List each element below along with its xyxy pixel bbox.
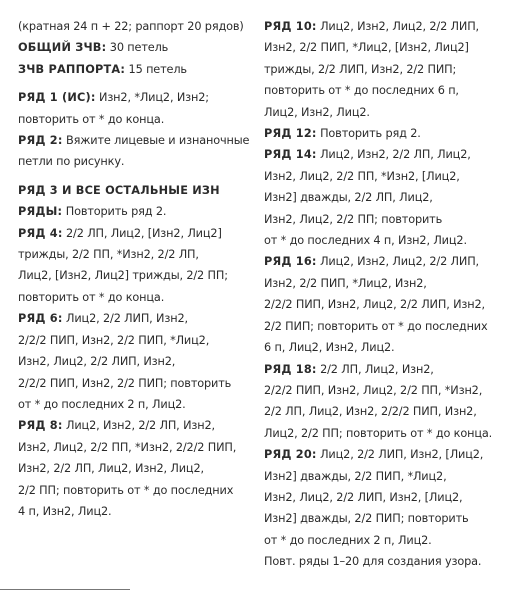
row-16-line-3: 2/2/2 ПИП, Изн2, Лиц2, 2/2 ЛИП, Изн2, xyxy=(264,298,485,312)
row-14-line-2: Изн2, Лиц2, 2/2 ПП, *Изн2, [Лиц2, xyxy=(264,169,460,183)
row-3-heading: РЯД 3 И ВСЕ ОСТАЛЬНЫЕ ИЗН xyxy=(18,183,220,197)
row-18-heading: РЯД 18: xyxy=(264,362,317,376)
row-10-line-4: повторить от * до последних 6 п, xyxy=(264,84,459,98)
row-4-line-3: Лиц2, [Изн2, Лиц2] трижды, 2/2 ПП; xyxy=(18,269,228,283)
row-20-line-4: Изн2] дважды, 2/2 ПИП; повторить xyxy=(264,512,469,526)
row-2-line-2: петли по рисунку. xyxy=(18,155,125,169)
row-16-line-1 xyxy=(264,251,500,272)
row-10-text: Лиц2, Изн2, Лиц2, 2/2 ЛИП, xyxy=(320,20,479,33)
repeat-instruction-footer: Повт. ряды 1–20 для создания узора. xyxy=(264,555,482,569)
spacer xyxy=(18,173,258,180)
row-14-heading: РЯД 14: xyxy=(264,148,317,162)
row-20-heading: РЯД 20: xyxy=(264,448,317,462)
row-6-line-2: 2/2/2 ПИП, Изн2, 2/2 ПИП, *Лиц2, xyxy=(18,333,210,347)
row-8-line-1 xyxy=(18,415,258,436)
total-gauge-value: 30 петель xyxy=(109,41,169,55)
row-14-line-4: Изн2, Лиц2, 2/2 ПП; повторить xyxy=(264,212,443,226)
repeat-gauge-line xyxy=(18,59,258,80)
row-6-heading: РЯД 6: xyxy=(18,312,63,326)
row-4-heading: РЯД 4: xyxy=(18,226,63,240)
row-4-text: 2/2 ЛП, Лиц2, [Изн2, Лиц2] xyxy=(66,226,222,240)
row-10-line-1 xyxy=(264,16,500,37)
row-18-text: 2/2 ЛП, Лиц2, Изн2, xyxy=(320,362,434,376)
row-8-line-2: Изн2, Лиц2, 2/2 ПП, *Изн2, 2/2/2 ПИП, xyxy=(18,440,237,454)
row-8-line-5: 4 п, Изн2, Лиц2. xyxy=(18,504,112,518)
row-14-text: Лиц2, Изн2, 2/2 ЛП, Лиц2, xyxy=(320,148,471,162)
row-14-line-3: Изн2] дважды, 2/2 ЛП, Лиц2, xyxy=(264,191,433,205)
row-20-line-3: Изн2, Лиц2, 2/2 ЛИП, Изн2, [Лиц2, xyxy=(264,490,463,504)
row-6-line-4: 2/2/2 ПИП, Изн2, 2/2 ПИП; повторить xyxy=(18,376,232,390)
row-16-text: Лиц2, Изн2, Лиц2, 2/2 ЛИП, xyxy=(320,255,479,269)
row-1-line-2: повторить от * до конца. xyxy=(18,112,165,126)
row-10-line-5: Лиц2, Изн2, Лиц2. xyxy=(264,105,370,119)
row-1-text: Изн2, *Лиц2, Изн2; xyxy=(99,91,209,105)
row-4-line-2: трижды, 2/2 ПП, *Изн2, 2/2 ЛП, xyxy=(18,248,199,262)
right-column xyxy=(264,16,500,573)
repeat-gauge-label: ЗЧВ РАППОРТА: xyxy=(18,62,126,76)
row-6-text: Лиц2, 2/2 ЛИП, Изн2, xyxy=(66,312,188,326)
row-14-line-1 xyxy=(264,144,500,165)
row-10-heading: РЯД 10: xyxy=(264,20,317,33)
row-4-line-4: повторить от * до конца. xyxy=(18,290,165,304)
row-16-line-5: 6 п, Лиц2, Изн2, Лиц2. xyxy=(264,341,395,355)
row-8-line-4: 2/2 ПП; повторить от * до последних xyxy=(18,483,234,497)
row-12-text: Повторить ряд 2. xyxy=(320,127,421,141)
row-10-line-2: Изн2, 2/2 ПИП, *Лиц2, [Изн2, Лиц2] xyxy=(264,41,469,55)
repeat-gauge-value: 15 петель xyxy=(128,62,187,76)
total-gauge-line xyxy=(18,37,258,58)
row-3-line-2 xyxy=(18,201,258,222)
row-2-line-1 xyxy=(18,130,258,151)
row-18-line-3: 2/2 ЛП, Лиц2, Изн2, 2/2/2 ПИП, Изн2, xyxy=(264,405,477,419)
row-20-line-2: Изн2] дважды, 2/2 ПИП, *Лиц2, xyxy=(264,469,447,483)
total-gauge-label: ОБЩИЙ ЗЧВ: xyxy=(18,41,107,55)
row-6-line-1 xyxy=(18,308,258,329)
row-16-line-2: Изн2, 2/2 ПИП, *Лиц2, Изн2, xyxy=(264,276,427,290)
pattern-multiple-note: (кратная 24 п + 22; раппорт 20 рядов) xyxy=(18,20,244,33)
row-2-text: Вяжите лицевые и изнаночные xyxy=(66,134,250,148)
row-8-heading: РЯД 8: xyxy=(18,419,63,433)
row-6-line-5: от * до последних 2 п, Лиц2. xyxy=(18,397,186,411)
row-3-heading-cont: РЯДЫ: xyxy=(18,205,63,219)
row-14-line-5: от * до последних 4 п, Изн2, Лиц2. xyxy=(264,234,467,248)
row-16-heading: РЯД 16: xyxy=(264,255,317,269)
row-3-text: Повторить ряд 2. xyxy=(65,205,167,219)
row-2-heading: РЯД 2: xyxy=(18,134,63,148)
left-column xyxy=(18,16,258,522)
row-8-line-3: Изн2, 2/2 ЛП, Лиц2, Изн2, Лиц2, xyxy=(18,462,204,476)
row-16-line-4: 2/2 ПИП; повторить от * до последних xyxy=(264,319,488,333)
row-20-text: Лиц2, 2/2 ЛИП, Изн2, [Лиц2, xyxy=(320,448,484,462)
row-8-text: Лиц2, Изн2, 2/2 ЛП, Изн2, xyxy=(66,419,215,433)
row-6-line-3: Изн2, Лиц2, 2/2 ЛИП, Изн2, xyxy=(18,355,176,369)
row-18-line-1 xyxy=(264,359,500,380)
row-4-line-1 xyxy=(18,223,258,244)
row-18-line-4: Лиц2, 2/2 ПП; повторить от * до конца. xyxy=(264,426,493,440)
row-20-line-5: от * до последних 2 п, Лиц2. xyxy=(264,533,432,547)
row-1-line-1 xyxy=(18,87,258,108)
spacer xyxy=(18,80,258,87)
bottom-divider xyxy=(0,589,130,590)
row-10-line-3: трижды, 2/2 ЛИП, Изн2, 2/2 ПИП; xyxy=(264,62,457,76)
row-18-line-2: 2/2/2 ПИП, Изн2, Лиц2, 2/2 ПП, *Изн2, xyxy=(264,383,483,397)
row-12-heading: РЯД 12: xyxy=(264,127,317,141)
row-12-line-1 xyxy=(264,123,500,144)
row-20-line-1 xyxy=(264,444,500,465)
row-1-heading: РЯД 1 (ИС): xyxy=(18,91,96,105)
